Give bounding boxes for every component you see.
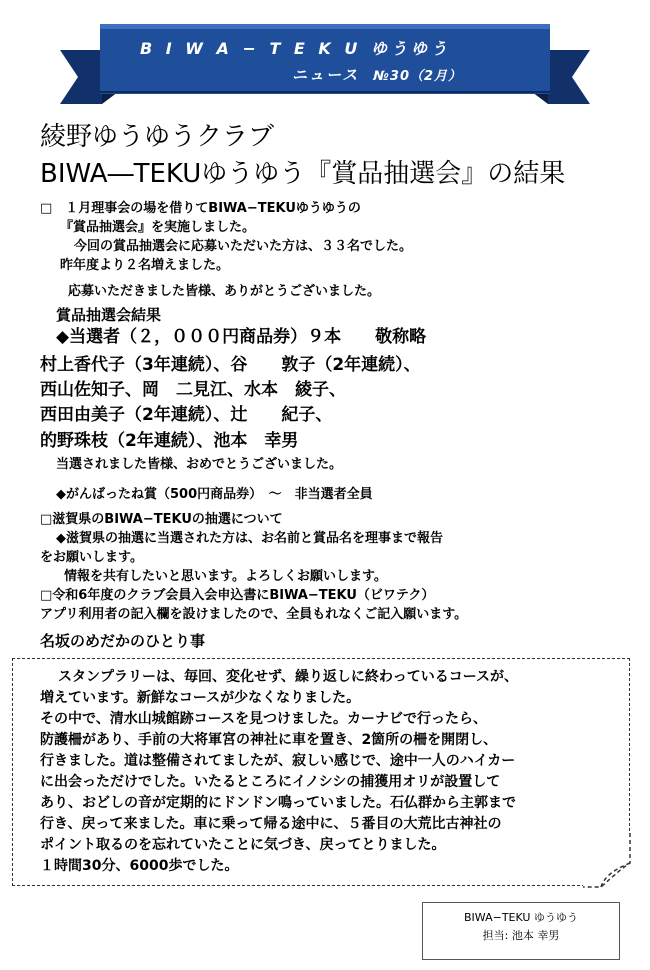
memo-line: その中で、清水山城館跡コースを見つけました。カーナビで行ったら、 bbox=[40, 711, 488, 727]
banner-title: B I W A − T E K U ゆうゆう bbox=[140, 39, 451, 58]
text-line: アプリ利用者の記入欄を設けましたので、全員もれなくご記入願います。 bbox=[40, 607, 468, 622]
banner-issue-number: №30（2月） bbox=[373, 69, 463, 84]
column-heading: 名坂のめだかのひとり事 bbox=[40, 632, 206, 650]
text-line: 今回の賞品抽選会に応募いただいた方は、３３名でした。 bbox=[74, 239, 413, 254]
memo-line: 増えています。新鮮なコースが少なくなりました。 bbox=[40, 690, 361, 706]
text-line: をお願いします。 bbox=[40, 550, 143, 565]
text-line: □令和6年度のクラブ会員入会申込書にBIWA−TEKU（ビワテク） bbox=[40, 588, 435, 603]
text-line: □ １月理事会の場を借りてBIWA−TEKUゆうゆうの bbox=[40, 201, 361, 216]
memo-line: 行き、戻って来ました。車に乗って帰る途中に、５番目の大荒比古神社の bbox=[40, 816, 502, 832]
section-heading: 賞品抽選会結果 bbox=[56, 306, 162, 324]
signature-person: 担当: 池本 幸男 bbox=[482, 929, 560, 942]
consolation-prize: ◆がんばったね賞（500円商品券） ～ 非当選者全員 bbox=[56, 487, 373, 502]
signature-org: BIWA−TEKU ゆうゆう bbox=[464, 911, 578, 924]
page-title-club: 綾野ゆうゆうクラブ bbox=[40, 122, 275, 152]
text-line: 当選されました皆様、おめでとうございました。 bbox=[56, 457, 343, 472]
signature-box bbox=[422, 902, 620, 960]
memo-line: に出会っただけでした。いたるところにイノシシの捕獲用オリが設置して bbox=[40, 774, 501, 790]
banner-subtitle bbox=[292, 64, 462, 85]
winner-names: 村上香代子（3年連続）、谷 敦子（2年連続）、 bbox=[40, 355, 421, 375]
banner-news-label: ニュース bbox=[292, 66, 360, 84]
header-banner bbox=[0, 0, 650, 110]
memo-line: ポイント取るのを忘れていたことに気づき、戻ってとりました。 bbox=[40, 837, 446, 853]
memo-line: スタンプラリーは、毎回、変化せず、繰り返しに終わっているコースが、 bbox=[58, 669, 519, 685]
text-line: 応募いただきました皆様、ありがとうございました。 bbox=[68, 284, 381, 299]
text-line: 『賞品抽選会』を実施しました。 bbox=[60, 220, 256, 235]
text-line: ◆滋賀県の抽選に当選された方は、お名前と賞品名を理事まで報告 bbox=[56, 531, 443, 546]
text-line: 情報を共有したいと思います。よろしくお願いします。 bbox=[64, 569, 387, 584]
winner-names: 西田由美子（2年連続）、辻 紀子、 bbox=[40, 405, 333, 425]
page-curl-corner bbox=[583, 833, 633, 891]
memo-line: 行きました。道は整備されてましたが、寂しい感じで、途中一人のハイカー bbox=[40, 753, 516, 769]
winner-heading: ◆当選者（２，０００円商品券）９本 敬称略 bbox=[56, 327, 427, 347]
winner-names: 西山佐知子、岡 二見江、水本 綾子、 bbox=[40, 380, 346, 400]
memo-line: 防護柵があり、手前の大将軍宮の神社に車を置き、2箇所の柵を開閉し、 bbox=[40, 732, 498, 748]
text-line: 昨年度より２名増えました。 bbox=[60, 258, 230, 273]
text-line: □滋賀県のBIWA−TEKUの抽選について bbox=[40, 512, 283, 527]
page-title-main: BIWA―TEKUゆうゆう『賞品抽選会』の結果 bbox=[40, 159, 566, 189]
winner-names: 的野珠枝（2年連続）、池本 幸男 bbox=[40, 431, 299, 451]
memo-line: １時間30分、6000歩でした。 bbox=[40, 858, 239, 874]
memo-line: あり、おどしの音が定期的にドンドン鳴っていました。石仏群から主郭まで bbox=[40, 795, 516, 811]
